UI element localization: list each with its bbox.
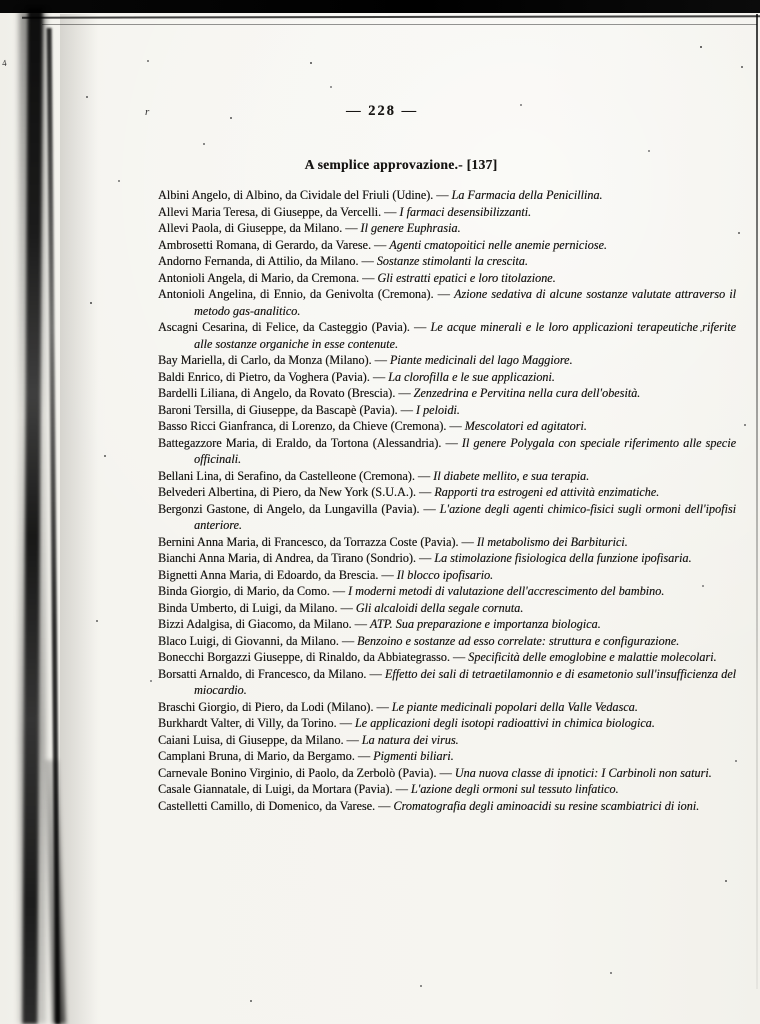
entry-name: Borsatti Arnaldo, di Francesco, da Milano.: [158, 666, 367, 681]
entry-row: [158, 781, 736, 798]
entry-name: Bellani Lina, di Serafino, da Castelleone (Cremona).: [158, 468, 415, 483]
entry-row: [158, 699, 736, 716]
entry-name: Andorno Fernanda, di Attilio, da Milano.: [158, 254, 359, 268]
entry-name: Albini Angelo, di Albino, da Cividale del Friuli (Udine).: [158, 188, 434, 202]
entry-row: [158, 352, 736, 369]
em-dash-separator: —: [397, 402, 416, 417]
entry-name: Blaco Luigi, di Giovanni, da Milano.: [158, 633, 339, 648]
entry-title: Le piante medicinali popolari della Valle Vedasca.: [391, 699, 638, 714]
entry-title: Il genere Euphrasia.: [360, 221, 461, 235]
entry-row: [158, 583, 736, 600]
entry-row: [158, 748, 736, 765]
entry-name: Antonioli Angelina, di Ennio, da Genivolta (Cremona).: [158, 287, 434, 301]
entry-row: [158, 649, 736, 666]
entry-row: [158, 369, 736, 386]
entry-title: La clorofilla e le sue applicazioni.: [388, 369, 555, 384]
entry-name: Bizzi Adalgisa, di Giacomo, da Milano.: [158, 617, 352, 631]
entry-row: [158, 798, 736, 815]
em-dash-separator: —: [351, 617, 370, 631]
entry-row: [158, 468, 736, 485]
entry-name: Bignetti Anna Maria, di Edoardo, da Brescia.: [158, 567, 379, 582]
em-dash-separator: —: [449, 650, 469, 664]
scan-noise-specks: [0, 0, 2, 2]
entry-name: Caiani Luisa, di Giuseppe, da Milano.: [158, 732, 344, 747]
entry-row: [158, 534, 736, 551]
entry-title: Le applicazioni degli isotopi radioattivi in chimica biologica.: [354, 716, 655, 730]
page-content: [158, 0, 736, 814]
entry-title: Gli estratti epatici e loro titolazione.: [377, 270, 556, 285]
entry-title: Cromatografia degli aminoacidi su resine scambiatrici di ioni.: [393, 798, 700, 813]
em-dash-separator: —: [375, 798, 394, 813]
entry-title: La stimolazione fisiologica della funzione ipofisaria.: [434, 551, 692, 565]
entry-name: Camplani Bruna, di Mario, da Bergamo.: [158, 749, 355, 763]
em-dash-separator: —: [415, 551, 435, 565]
entry-title: I farmaci desensibilizzanti.: [399, 204, 532, 219]
stray-ink-mark: r: [145, 106, 150, 118]
entry-name: Bardelli Liliana, di Angelo, da Rovato (Brescia).: [158, 386, 396, 400]
entry-title: L'azione degli ormoni sul tessuto linfatico.: [410, 782, 619, 796]
em-dash-separator: —: [433, 287, 454, 301]
em-dash-separator: —: [354, 749, 374, 763]
entry-name: Casale Giannatale, di Luigi, da Mortara (Pavia).: [158, 782, 393, 796]
em-dash-separator: —: [338, 633, 358, 648]
page-number: — 228 —: [346, 103, 418, 119]
em-dash-separator: —: [419, 501, 440, 516]
em-dash-separator: —: [359, 270, 378, 285]
entry-name: Baroni Tersilla, di Giuseppe, da Bascapè (Pavia).: [158, 402, 398, 417]
entry-row: [158, 319, 736, 352]
entry-title: Effetto dei sali di tetraetilamonnio e di esametonio sull'insufficienza del miocardio.: [194, 666, 737, 697]
em-dash-separator: —: [336, 716, 355, 730]
entry-row: [158, 616, 736, 633]
entry-title: ATP. Sua preparazione e importanza biologica.: [369, 617, 601, 631]
em-dash-separator: —: [409, 320, 431, 334]
entry-row: [158, 286, 736, 319]
entry-title: Il diabete mellito, e sua terapia.: [433, 468, 590, 483]
entry-row: [158, 765, 736, 782]
em-dash-separator: —: [337, 600, 356, 615]
entry-row: [158, 435, 736, 468]
em-dash-separator: —: [446, 419, 465, 433]
entry-title: La Farmacia della Penicillina.: [451, 188, 603, 202]
em-dash-separator: —: [342, 221, 361, 235]
entry-name: Binda Giorgio, di Mario, da Como.: [158, 584, 330, 598]
entry-name: Bonecchi Borgazzi Giuseppe, di Rinaldo, da Abbiategrasso.: [158, 650, 450, 664]
em-dash-separator: —: [415, 485, 435, 499]
em-dash-separator: —: [436, 765, 455, 780]
em-dash-separator: —: [329, 584, 349, 598]
entry-row: [158, 418, 736, 435]
entry-name: Burkhardt Valter, di Villy, da Torino.: [158, 716, 337, 730]
entry-name: Carnevale Bonino Virginio, di Paolo, da Zerbolò (Pavia).: [158, 765, 437, 780]
entry-title: I moderni metodi di valutazione dell'accrescimento del bambino.: [348, 584, 665, 598]
entry-name: Battegazzore Maria, di Eraldo, da Tortona (Alessandria).: [158, 435, 442, 450]
em-dash-separator: —: [358, 254, 377, 268]
edge-ink-mark: 4: [1, 57, 8, 69]
entry-title: Gli alcaloidi della segale cornuta.: [355, 600, 524, 615]
entry-title: Piante medicinali del lago Maggiore.: [389, 353, 573, 367]
entry-title: La natura dei virus.: [361, 732, 459, 747]
entry-title: Zenzedrina e Pervitina nella cura dell'obesità.: [413, 386, 641, 400]
entry-title: Mescolatori ed agitatori.: [464, 419, 587, 433]
em-dash-separator: —: [441, 435, 462, 450]
entry-row: [158, 237, 736, 254]
entry-row: [158, 204, 736, 221]
entry-name: Castelletti Camillo, di Domenico, da Varese.: [158, 798, 376, 813]
entry-title: Pigmenti biliari.: [373, 749, 454, 763]
em-dash-separator: —: [366, 666, 385, 681]
em-dash-separator: —: [373, 699, 392, 714]
entry-name: Bianchi Anna Maria, di Andrea, da Tirano (Sondrio).: [158, 551, 416, 565]
entry-title: L'azione degli agenti chimico-fisici sugli ormoni dell'ipofisi anteriore.: [194, 501, 736, 532]
em-dash-separator: —: [371, 353, 390, 367]
scan-edge-right-line: [756, 14, 758, 989]
entry-row: [158, 567, 736, 584]
entry-row: [158, 484, 736, 501]
entry-row: [158, 385, 736, 402]
entry-title: Specificità delle emoglobine e malattie molecolari.: [468, 650, 717, 664]
entry-name: Basso Ricci Gianfranca, di Lorenzo, da Chieve (Cremona).: [158, 419, 447, 433]
entry-name: Antonioli Angela, di Mario, da Cremona.: [158, 270, 360, 285]
entry-name: Allevi Maria Teresa, di Giuseppe, da Vercelli.: [158, 204, 382, 219]
entry-title: Rapporti tra estrogeni ed attività enzimatiche.: [434, 485, 660, 499]
entry-row: [158, 220, 736, 237]
em-dash-separator: —: [378, 567, 397, 582]
entry-name: Allevi Paola, di Giuseppe, da Milano.: [158, 221, 343, 235]
entry-row: [158, 550, 736, 567]
entry-name: Bay Mariella, di Carlo, da Monza (Milano).: [158, 353, 372, 367]
entry-row: [158, 253, 736, 270]
entry-row: [158, 666, 736, 699]
entry-row: [158, 187, 736, 204]
entry-row: [158, 402, 736, 419]
entry-name: Baldi Enrico, di Pietro, da Voghera (Pavia).: [158, 369, 370, 384]
em-dash-separator: —: [458, 534, 477, 549]
entry-name: Ambrosetti Romana, di Gerardo, da Varese.: [158, 237, 371, 252]
em-dash-separator: —: [343, 732, 362, 747]
entry-row: [158, 732, 736, 749]
em-dash-separator: —: [392, 782, 411, 796]
entry-name: Belvederi Albertina, di Piero, da New York (S.U.A.).: [158, 485, 416, 499]
em-dash-separator: —: [381, 204, 400, 219]
entry-row: [158, 270, 736, 287]
entry-name: Braschi Giorgio, di Piero, da Lodi (Milano).: [158, 699, 374, 714]
entry-name: Ascagni Cesarina, di Felice, da Casteggio (Pavia).: [158, 320, 410, 334]
em-dash-separator: —: [433, 188, 452, 202]
entry-title: Agenti cmatopoitici nelle anemie perniciose.: [389, 237, 607, 252]
entry-title: Sostanze stimolanti la crescita.: [376, 254, 528, 268]
entry-title: Le acque minerali e le loro applicazioni terapeutiche riferite alle sostanze organiche in esse contenute.: [194, 320, 736, 351]
em-dash-separator: —: [395, 386, 414, 400]
entry-title: Il genere Polygala con speciale riferimento alle specie officinali.: [194, 435, 736, 466]
entry-title: Benzoino e sostanze ad esso correlate: struttura e configurazione.: [357, 633, 680, 648]
entry-title: Il metabolismo dei Barbiturici.: [476, 534, 628, 549]
entry-name: Bergonzi Gastone, di Angelo, da Lungavilla (Pavia).: [158, 501, 420, 516]
entry-row: [158, 501, 736, 534]
em-dash-separator: —: [414, 468, 434, 483]
entry-title: Una nuova classe di ipnotici: I Carbinoli non saturi.: [454, 765, 712, 780]
entry-row: [158, 633, 736, 650]
em-dash-separator: —: [371, 237, 390, 252]
em-dash-separator: —: [369, 369, 389, 384]
entry-list: [158, 187, 736, 814]
entry-row: [158, 715, 736, 732]
entry-title: Il blocco ipofisario.: [396, 567, 494, 582]
entry-title: Azione sedativa di alcune sostanze valutate attraverso il metodo gas-analitico.: [194, 287, 736, 318]
entry-name: Binda Umberto, di Luigi, da Milano.: [158, 600, 338, 615]
gutter-shade: [60, 14, 98, 1024]
entry-name: Bernini Anna Maria, di Francesco, da Torrazza Coste (Pavia).: [158, 534, 459, 549]
section-heading: A semplice approvazione.- [137]: [304, 157, 498, 172]
entry-row: [158, 600, 736, 617]
entry-title: I peloidi.: [415, 402, 460, 417]
